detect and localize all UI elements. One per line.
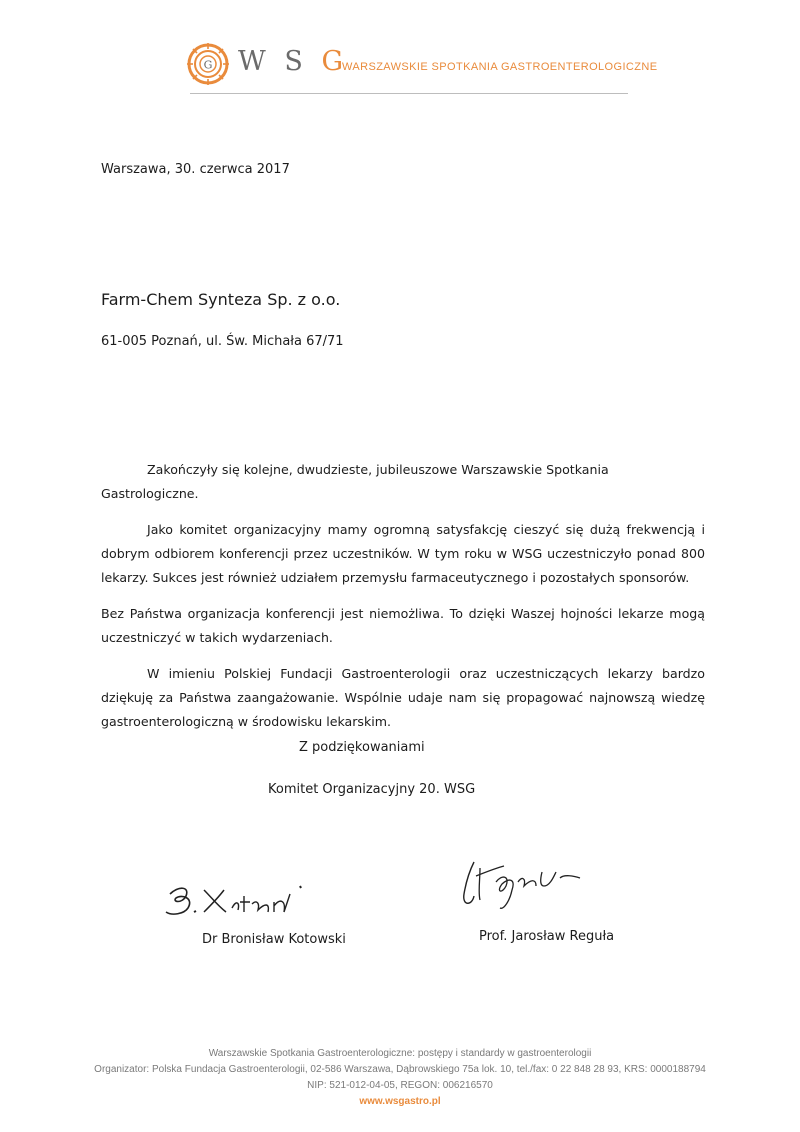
logo-letter-w: W xyxy=(238,46,271,77)
signature-regula xyxy=(456,852,586,914)
footer-event-line: Warszawskie Spotkania Gastroenterologiczne: postępy i standardy w gastroenterologii xyxy=(208,1048,592,1059)
logo-letters xyxy=(238,46,348,77)
body-paragraph: Bez Państwa organizacja konferencji jest niemożliwa. To dzięki Waszej hojności lekarze mogą uczestniczyć w takich wydarzeniach. xyxy=(101,606,705,645)
signature-kotowski xyxy=(160,872,320,922)
letter-footer xyxy=(0,1046,800,1110)
recipient-address: 61-005 Poznań, ul. Św. Michała 67/71 xyxy=(101,334,344,349)
wsg-logo-icon xyxy=(186,42,230,86)
body-paragraph: Jako komitet organizacyjny mamy ogromną satysfakcję cieszyć się dużą frekwencją i dobrym odbiorem konferencji przez uczestników. W tym roku w WSG uczestniczyło ponad 800 lekarzy. Sukces jest również udziałem przemysłu farmaceutycznego i pozostałych sponsorów. xyxy=(101,522,705,585)
letter-body xyxy=(101,458,705,746)
footer-registry-line: NIP: 521-012-04-05, REGON: 006216570 xyxy=(307,1080,493,1091)
footer-website-link[interactable]: www.wsgastro.pl xyxy=(359,1096,441,1107)
organization-name: WARSZAWSKIE SPOTKANIA GASTROENTEROLOGICZNE xyxy=(342,61,658,73)
header-divider xyxy=(190,93,628,94)
svg-text:G: G xyxy=(203,58,213,72)
letter-date: Warszawa, 30. czerwca 2017 xyxy=(101,162,290,177)
letterhead xyxy=(186,40,658,96)
body-paragraph: W imieniu Polskiej Fundacji Gastroenterologii oraz uczestniczących lekarzy bardzo dziękuję za Państwa zaangażowanie. Wspólnie udaje nam się propagować najnowszą wiedzę gastroenterologiczną w środowisku lekarskim. xyxy=(101,666,705,729)
signatory-name-kotowski: Dr Bronisław Kotowski xyxy=(202,932,346,947)
logo-letter-s: S xyxy=(284,46,308,77)
footer-organizer-line: Organizator: Polska Fundacja Gastroenterologii, 02-586 Warszawa, Dąbrowskiego 75a lok. 10, tel./fax: 0 22 848 28 93, KRS: 0000188794 xyxy=(94,1064,706,1075)
committee-name: Komitet Organizacyjny 20. WSG xyxy=(268,782,476,797)
signatory-name-regula: Prof. Jarosław Reguła xyxy=(479,929,615,944)
logo-letter-g: G xyxy=(321,46,349,77)
recipient-name: Farm-Chem Synteza Sp. z o.o. xyxy=(101,290,341,309)
body-paragraph: Zakończyły się kolejne, dwudzieste, jubileuszowe Warszawskie Spotkania Gastrologiczne. xyxy=(101,462,609,501)
closing-phrase: Z podziękowaniami xyxy=(299,740,425,755)
